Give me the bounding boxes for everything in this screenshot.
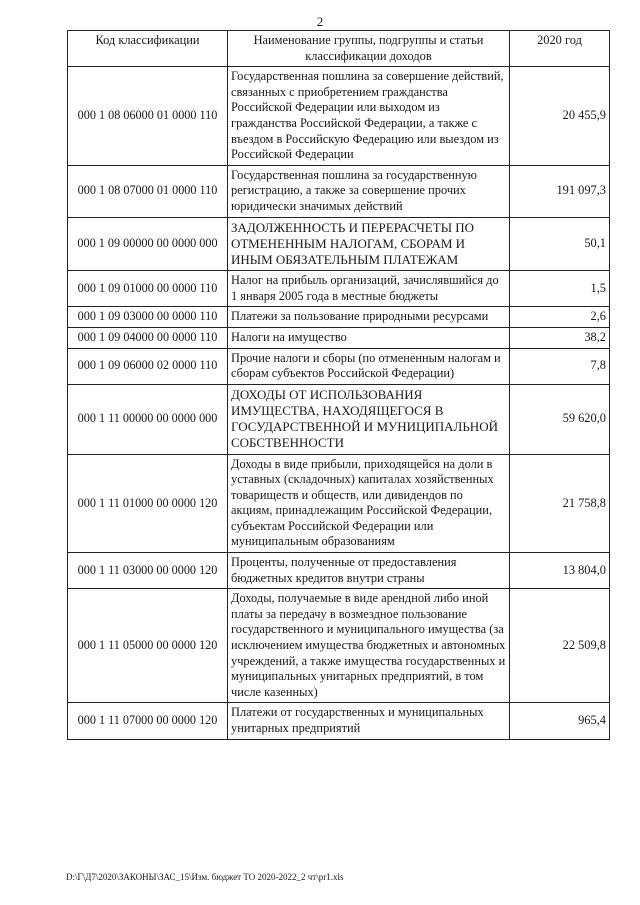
row-code: 000 1 09 01000 00 0000 110 [68,271,228,307]
row-value: 21 758,8 [510,454,610,553]
table-row [68,165,610,217]
row-code: 000 1 09 03000 00 0000 110 [68,307,228,328]
row-code: 000 1 11 03000 00 0000 120 [68,553,228,589]
page-number: 2 [316,14,324,29]
table-body [68,67,610,739]
table-row [68,589,610,703]
row-code: 000 1 11 07000 00 0000 120 [68,703,228,739]
row-name: Проценты, полученные от предоставления бюджетных кредитов внутри страны [228,553,510,589]
table-row [68,553,610,589]
row-name: Государственная пошлина за совершение действий, связанных с приобретением гражданства Российской Федерации или выходом из гражданства Российской Федерации, а также с въездом в Российскую Федерацию или выездом из Российской Федерации [228,67,510,166]
row-value: 965,4 [510,703,610,739]
row-code: 000 1 08 07000 01 0000 110 [68,165,228,217]
table-row [68,454,610,553]
row-name: Прочие налоги и сборы (по отмененным налогам и сборам субъектов Российской Федерации) [228,348,510,384]
table-row [68,307,610,328]
row-name: ЗАДОЛЖЕННОСТЬ И ПЕРЕРАСЧЕТЫ ПО ОТМЕНЕННЫМ НАЛОГАМ, СБОРАМ И ИНЫМ ОБЯЗАТЕЛЬНЫМ ПЛАТЕЖАМ [228,217,510,271]
row-code: 000 1 08 06000 01 0000 110 [68,67,228,166]
row-name: Налог на прибыль организаций, зачислявшийся до 1 января 2005 года в местные бюджеты [228,271,510,307]
row-value: 20 455,9 [510,67,610,166]
table-row [68,384,610,454]
table-row [68,703,610,739]
revenue-classification-table [67,30,610,740]
row-code: 000 1 11 05000 00 0000 120 [68,589,228,703]
table-row [68,271,610,307]
header-code: Код классификации [68,31,228,67]
table-row [68,67,610,166]
table-row [68,327,610,348]
row-value: 191 097,3 [510,165,610,217]
row-value: 1,5 [510,271,610,307]
row-code: 000 1 09 00000 00 0000 000 [68,217,228,271]
row-value: 22 509,8 [510,589,610,703]
row-code: 000 1 11 00000 00 0000 000 [68,384,228,454]
row-name: Доходы в виде прибыли, приходящейся на доли в уставных (складочных) капиталах хозяйственных товариществ и обществ, или дивидендов по акциям, принадлежащим Российской Федерации, субъектам Российской Федерации или муниципальным образованиям [228,454,510,553]
row-value: 59 620,0 [510,384,610,454]
row-value: 50,1 [510,217,610,271]
row-name: Доходы, получаемые в виде арендной либо иной платы за передачу в возмездное пользование государственного и муниципального имущества (за исключением имущества бюджетных и автономных учреждений, а также имущества государственных и муниципальных унитарных предприятий, в том числе казенных) [228,589,510,703]
header-name: Наименование группы, подгруппы и статьи классификации доходов [228,31,510,67]
table-row [68,348,610,384]
row-code: 000 1 09 06000 02 0000 110 [68,348,228,384]
row-value: 7,8 [510,348,610,384]
row-name: ДОХОДЫ ОТ ИСПОЛЬЗОВАНИЯ ИМУЩЕСТВА, НАХОДЯЩЕГОСЯ В ГОСУДАРСТВЕННОЙ И МУНИЦИПАЛЬНОЙ СОБСТВЕННОСТИ [228,384,510,454]
row-value: 13 804,0 [510,553,610,589]
file-path-footer: D:\Г\Д7\2020\ЗАКОНЫ\ЗАС_15\Изм. бюджет ТО 2020-2022_2 чт\pr1.xls [66,872,344,882]
table-row [68,217,610,271]
row-name: Налоги на имущество [228,327,510,348]
header-year: 2020 год [510,31,610,67]
row-name: Платежи от государственных и муниципальных унитарных предприятий [228,703,510,739]
row-name: Платежи за пользование природными ресурсами [228,307,510,328]
row-code: 000 1 11 01000 00 0000 120 [68,454,228,553]
row-code: 000 1 09 04000 00 0000 110 [68,327,228,348]
row-name: Государственная пошлина за государственную регистрацию, а также за совершение прочих юридически значимых действий [228,165,510,217]
row-value: 2,6 [510,307,610,328]
table-header-row [68,31,610,67]
row-value: 38,2 [510,327,610,348]
